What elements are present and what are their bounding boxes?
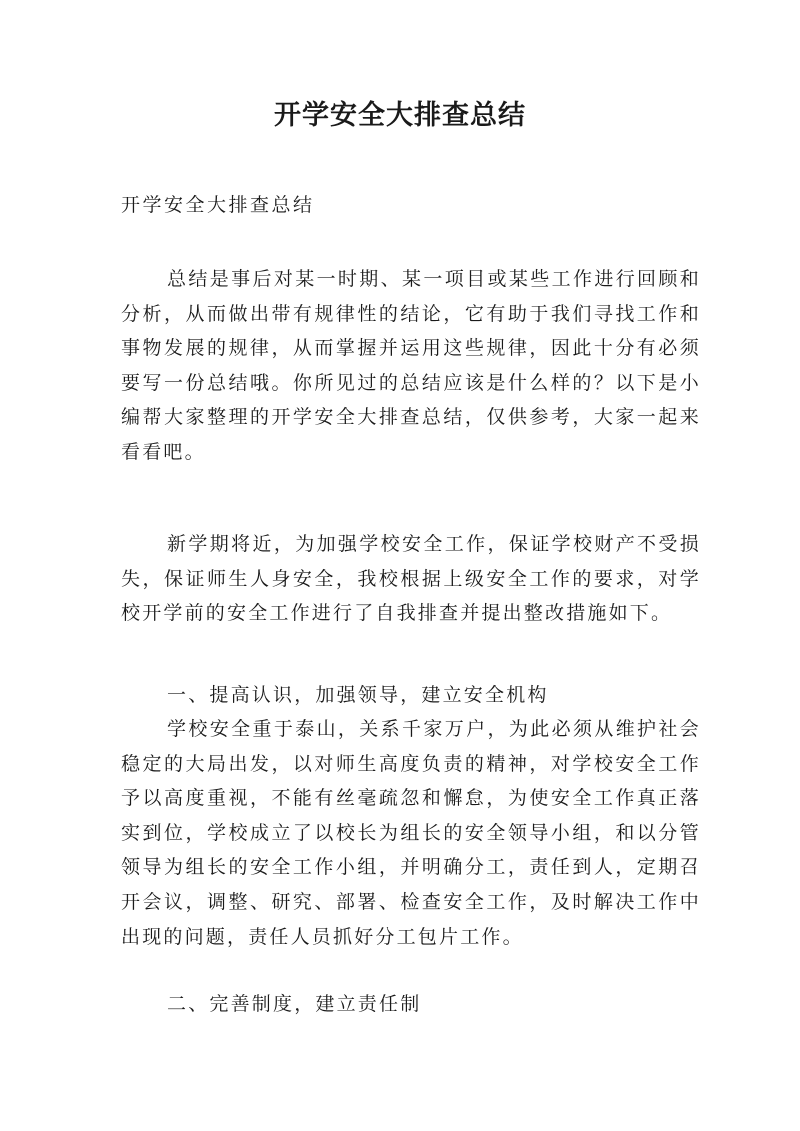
section-one-heading: 一、提高认识，加强领导，建立安全机构: [167, 684, 549, 706]
section-one-paragraph: 学校安全重于泰山，关系千家万户，为此必须从维护社会稳定的大局出发，以对师生高度负责的精神，对学校安全工作予以高度重视，不能有丝毫疏忽和懈怠，为使安全工作真正落实到位，学校成立了以校长为组长的安全领导小组，和以分管领导为组长的安全工作小组，并明确分工，责任到人，定期召开会议，调整、研究、部署、检查安全工作，及时解决工作中出现的问题，责任人员抓好分工包片工作。: [121, 718, 701, 948]
document-title: 开学安全大排查总结: [274, 100, 526, 131]
intro-paragraph: 总结是事后对某一时期、某一项目或某些工作进行回顾和分析，从而做出带有规律性的结论，它有助于我们寻找工作和事物发展的规律，从而掌握并运用这些规律，因此十分有必须要写一份总结哦。你所见过的总结应该是什么样的？以下是小编帮大家整理的开学安全大排查总结，仅供参考，大家一起来看看吧。: [121, 268, 701, 463]
section-two-heading: 二、完善制度，建立责任制: [167, 993, 422, 1015]
document-subtitle: 开学安全大排查总结: [121, 194, 315, 216]
new-term-paragraph: 新学期将近，为加强学校安全工作，保证学校财产不受损失，保证师生人身安全，我校根据上级安全工作的要求，对学校开学前的安全工作进行了自我排查并提出整改措施如下。: [121, 533, 701, 625]
